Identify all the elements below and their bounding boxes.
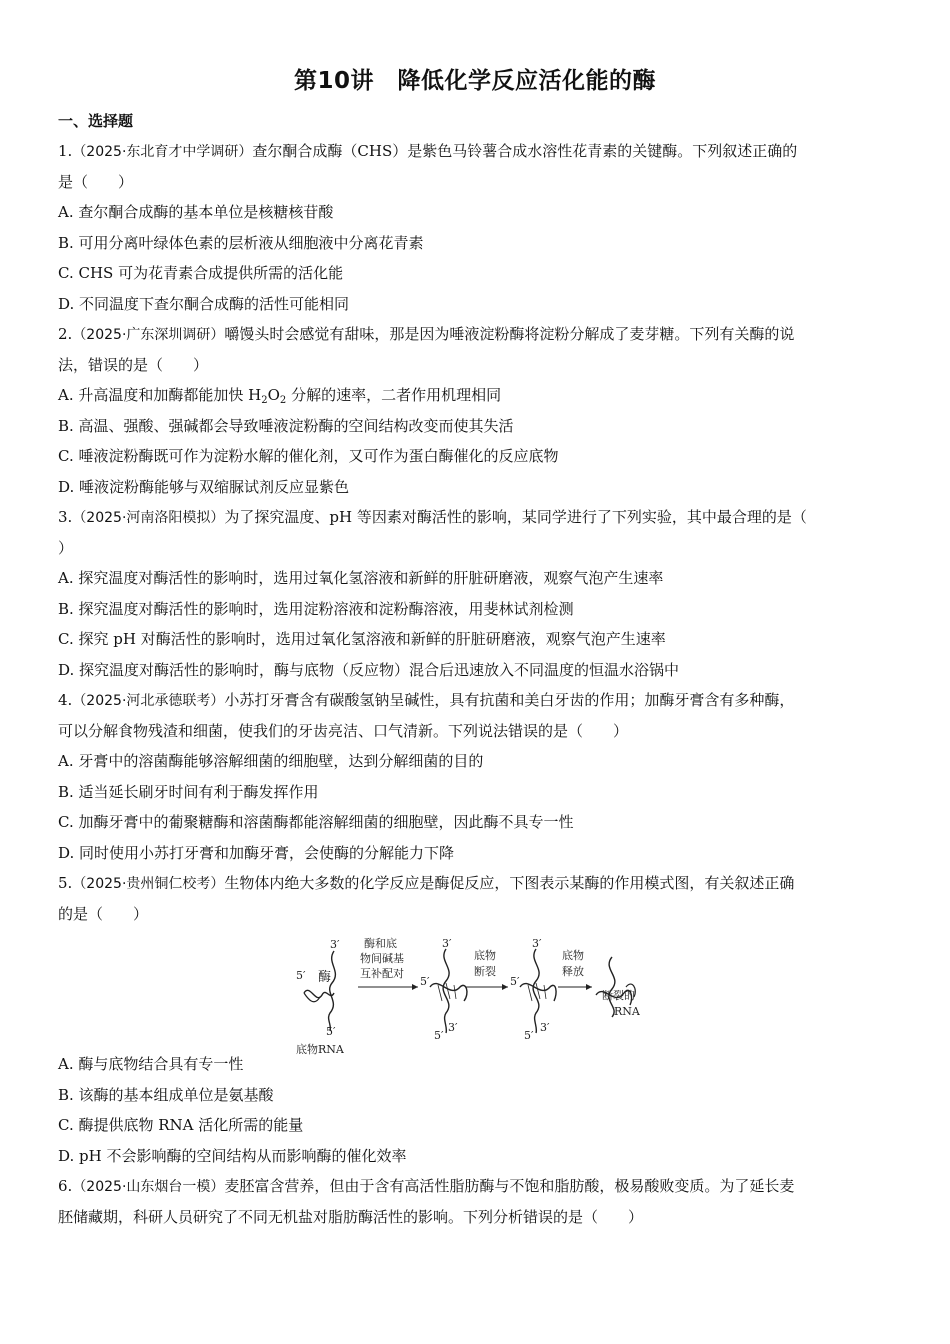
question-5-stem: 5.（2025·贵州铜仁校考）生物体内绝大多数的化学反应是酶促反应，下图表示某酶的作用模式图，有关叙述正确 [58, 874, 795, 892]
question-4-option-d[interactable]: D. 同时使用小苏打牙膏和加酶牙膏，会使酶的分解能力下降 [58, 843, 455, 862]
question-list [58, 136, 888, 1232]
question-source: （2025·河北承德联考） [72, 693, 225, 709]
question-3-stem-cont: ） [58, 538, 74, 557]
question-3-option-d[interactable]: D. 探究温度对酶活性的影响时，酶与底物（反应物）混合后迅速放入不同温度的恒温水浴锅中 [58, 660, 680, 679]
question-4-option-a[interactable]: A. 牙膏中的溶菌酶能够溶解细菌的细胞壁，达到分解细菌的目的 [58, 752, 484, 770]
question-1-option-c[interactable]: C. CHS 可为花青素合成提供所需的活化能 [58, 264, 344, 282]
question-3-option-a[interactable]: A. 探究温度对酶活性的影响时，选用过氧化氢溶液和新鲜的肝脏研磨液，观察气泡产生速率 [58, 569, 664, 587]
label-5prime: 5′ [420, 975, 430, 988]
question-1-option-d[interactable]: D. 不同温度下查尔酮合成酶的活性可能相同 [58, 294, 350, 313]
question-2-option-c[interactable]: C. 唾液淀粉酶既可作为淀粉水解的催化剂，又可作为蛋白酶催化的反应底物 [58, 447, 559, 465]
question-6-stem: 6.（2025·山东烟台一模）麦胚富含营养，但由于含有高活性脂肪酶与不饱和脂肪酸，极易酸败变质。为了延长麦 [58, 1177, 795, 1195]
question-4-stem: 4.（2025·河北承德联考）小苏打牙膏含有碳酸氢钠呈碱性，具有抗菌和美白牙齿的作用；加酶牙膏含有多种酶， [58, 691, 795, 709]
label-3prime: 3′ [532, 937, 542, 950]
question-5-stem-cont: 的是（ ） [58, 904, 149, 923]
stage-paired [420, 937, 467, 1042]
step2-label: 断裂 [474, 965, 496, 978]
label-enzyme: 酶 [318, 970, 332, 985]
page-title: 第10讲 降低化学反应活化能的酶 [293, 68, 656, 94]
question-4-option-c[interactable]: C. 加酶牙膏中的葡聚糖酶和溶菌酶都能溶解细菌的细胞壁，因此酶不具专一性 [58, 813, 574, 831]
question-source: （2025·山东烟台一模） [72, 1179, 225, 1195]
question-source: （2025·广东深圳调研） [72, 327, 225, 343]
label-5prime: 5′ [510, 975, 520, 988]
question-4-stem-cont: 可以分解食物残渣和细菌，使我们的牙齿亮洁、口气清新。下列说法错误的是（ ） [58, 721, 629, 740]
question-source: （2025·东北育才中学调研） [72, 144, 253, 160]
label-cleaved-rna: 断裂的 [602, 989, 635, 1002]
question-5-option-a[interactable]: A. 酶与底物结合具有专一性 [58, 1055, 244, 1073]
step3-label: 底物 [562, 949, 584, 962]
question-3-option-b[interactable]: B. 探究温度对酶活性的影响时，选用淀粉溶液和淀粉酶溶液，用斐林试剂检测 [58, 599, 574, 618]
label-5prime: 5′ [296, 969, 306, 982]
step2-label: 底物 [474, 949, 496, 962]
question-1-option-a[interactable]: A. 查尔酮合成酶的基本单位是核糖核苷酸 [58, 203, 334, 221]
label-cleaved-rna: RNA [614, 1005, 640, 1018]
label-3prime: 3′ [330, 938, 340, 951]
question-2-option-d[interactable]: D. 唾液淀粉酶能够与双缩脲试剂反应显紫色 [58, 477, 350, 496]
question-1-option-b[interactable]: B. 可用分离叶绿体色素的层析液从细胞液中分离花青素 [58, 233, 424, 252]
question-5-option-b[interactable]: B. 该酶的基本组成单位是氨基酸 [58, 1085, 274, 1104]
label-3prime: 3′ [540, 1021, 550, 1034]
step1-label: 物间碱基 [360, 952, 404, 965]
label-5prime: 5′ [434, 1029, 444, 1042]
stage-cleaved [510, 937, 556, 1042]
stage-enzyme-substrate [296, 938, 345, 1056]
section-heading: 一、选择题 [58, 112, 134, 130]
label-3prime: 3′ [448, 1021, 458, 1034]
step1-label: 互补配对 [360, 967, 404, 980]
question-2-stem: 2.（2025·广东深圳调研）嚼馒头时会感觉有甜味，那是因为唾液淀粉酶将淀粉分解成了麦芽糖。下列有关酶的说 [58, 325, 795, 343]
label-3prime: 3′ [442, 937, 452, 950]
question-2-option-a[interactable]: A. 升高温度和加酶都能加快 $H_2O_2$ 分解的速率，二者作用机理相同 [58, 386, 502, 406]
question-2-option-b[interactable]: B. 高温、强酸、强碱都会导致唾液淀粉酶的空间结构改变而使其失活 [58, 416, 514, 435]
question-2-stem-cont: 法，错误的是（ ） [58, 355, 209, 374]
question-5-option-c[interactable]: C. 酶提供底物 RNA 活化所需的能量 [58, 1116, 304, 1134]
question-source: （2025·河南洛阳模拟） [72, 510, 225, 526]
question-5-option-d[interactable]: D. pH 不会影响酶的空间结构从而影响酶的催化效率 [58, 1146, 407, 1165]
question-3-stem: 3.（2025·河南洛阳模拟）为了探究温度、pH 等因素对酶活性的影响，某同学进行了下列实验，其中最合理的是（ [58, 508, 807, 526]
question-1-stem-cont: 是（ ） [58, 172, 134, 191]
step3-label: 释放 [562, 965, 584, 978]
label-5prime: 5′ [326, 1025, 336, 1038]
question-4-option-b[interactable]: B. 适当延长刷牙时间有利于酶发挥作用 [58, 782, 319, 801]
enzyme-diagram [296, 935, 656, 1056]
question-6-stem-cont: 胚储藏期，科研人员研究了不同无机盐对脂肪酶活性的影响。下列分析错误的是（ ） [58, 1207, 644, 1226]
question-1-stem: 1.（2025·东北育才中学调研）查尔酮合成酶（CHS）是紫色马铃薯合成水溶性花青素的关键酶。下列叙述正确的 [58, 142, 798, 160]
step1-label: 酶和底 [364, 937, 397, 950]
question-source: （2025·贵州铜仁校考） [72, 876, 225, 892]
label-5prime: 5′ [524, 1029, 534, 1042]
label-substrate-rna: 底物RNA [296, 1043, 344, 1056]
question-3-option-c[interactable]: C. 探究 pH 对酶活性的影响时，选用过氧化氢溶液和新鲜的肝脏研磨液，观察气泡产生速率 [58, 630, 666, 648]
